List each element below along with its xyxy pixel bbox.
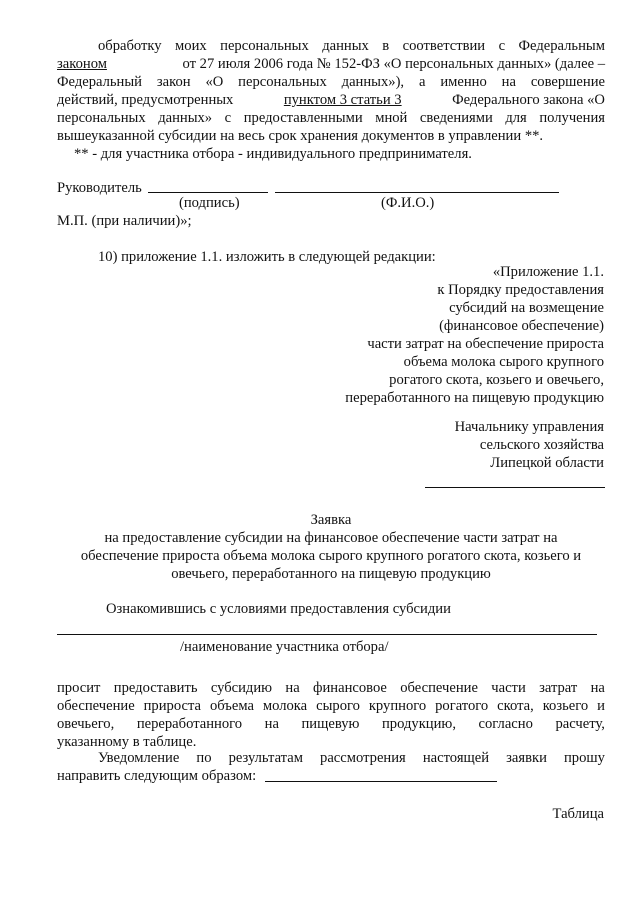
word: Федеральный [57,74,142,90]
word: с [224,110,232,126]
word: на [501,74,516,90]
participant-name-line [57,634,597,635]
word: «О [205,74,224,90]
consent-line-5 [57,109,605,127]
stamp-note: М.П. (при наличии)»; [57,213,192,229]
consent-line-3 [57,73,605,91]
signature-line [148,192,268,193]
word: закон [156,74,191,90]
consent-text: Федерального закона «О [452,92,605,108]
word: субсидию [210,680,273,696]
consent-text: действий, предусмотренных [57,92,234,108]
word: обеспечение [57,698,135,714]
addressee-line: Начальнику управления [454,419,604,435]
application-subtitle-line: обеспечение прироста объема молока сырого крупного рогатого скота, козьего и [80,548,582,564]
word: прироста [143,698,202,714]
consent-line-1 [98,37,605,55]
word: моих [175,38,207,54]
word: и [597,698,605,714]
notice-line-1 [98,749,605,767]
word: сырого [316,698,360,714]
word: на [264,716,279,732]
word: обработку [98,38,162,54]
name-line [275,192,559,193]
appendix-line: части затрат на обеспечение прироста [367,336,604,352]
word: предоставленными [243,110,363,126]
word: персональных [57,110,146,126]
word: обеспечение [400,680,478,696]
intro-text: Ознакомившись с условиями предоставления субсидии [106,601,451,617]
signature-caption: (подпись) [179,195,240,211]
word: Уведомление [98,750,180,766]
word: данных»), [341,74,405,90]
name-caption: (Ф.И.О.) [381,195,435,211]
head-label: Руководитель [57,180,142,196]
word: персональных [220,38,309,54]
word: заявки [506,750,547,766]
word: молока [262,698,308,714]
word: затрат [539,680,578,696]
body-line-last: указанному в таблице. [57,734,197,750]
word: соответствии [402,38,486,54]
application-subtitle-line: овечьего, переработанного на пищевую продукцию [171,566,491,582]
appendix-line: «Приложение 1.1. [492,264,604,280]
word: объема [209,698,254,714]
word: прошу [563,750,605,766]
word: предоставить [113,680,198,696]
word: именно [440,74,487,90]
word: настоящей [422,750,490,766]
word: продукцию, [382,716,456,732]
body-line [57,715,605,733]
word: финансовое [313,680,387,696]
word: части [491,680,526,696]
appendix-line: к Порядку предоставления [437,282,604,298]
body-line [57,697,605,715]
application-subtitle-line: на предоставление субсидии на финансовое обеспечение части затрат на [104,530,558,546]
article-link[interactable]: пунктом 3 статьи 3 [283,92,402,108]
appendix-line: объема молока сырого крупного [403,354,604,370]
appendix-line: переработанного на пищевую продукцию [345,390,604,406]
word: на [285,680,300,696]
appendix-line: (финансовое обеспечение) [439,318,604,334]
word: совершение [530,74,605,90]
word: данных» [158,110,213,126]
application-title: Заявка [310,512,352,528]
appendix-line: субсидий на возмещение [449,300,604,316]
word: данных [322,38,369,54]
word: согласно [478,716,533,732]
word: результатам [228,750,303,766]
word: по [196,750,212,766]
word: переработанного [136,716,243,732]
consent-line-4 [57,91,605,109]
word: для [505,110,527,126]
addressee-line: сельского хозяйства [479,437,604,453]
word: рассмотрения [320,750,406,766]
word: козьего [542,698,589,714]
consent-line-6: вышеуказанной субсидии на весь срок хранения документов в управлении **. [57,128,544,144]
word: просит [57,680,101,696]
word: персональных [238,74,327,90]
word: овечьего, [57,716,115,732]
law-link[interactable]: законом [57,56,107,72]
word: получения [539,110,605,126]
word: рогатого [435,698,489,714]
table-label: Таблица [552,806,604,822]
word: Федеральным [518,38,605,54]
word: на [590,680,605,696]
addressee-blank-line [425,487,605,488]
notice-method-line [265,781,497,782]
word: расчету, [555,716,605,732]
participant-caption: /наименование участника отбора/ [180,639,389,655]
body-line [57,679,605,697]
word: мной [375,110,408,126]
word: в [382,38,390,54]
appendix-line: рогатого скота, козьего и овечьего, [389,372,604,388]
item-10: 10) приложение 1.1. изложить в следующей редакции: [98,249,436,265]
word: крупного [368,698,427,714]
word: скота, [497,698,534,714]
word: а [418,74,426,90]
word: сведениями [419,110,493,126]
word: пищевую [301,716,360,732]
footnote: ** - для участника отбора - индивидуального предпринимателя. [74,146,472,162]
consent-line-2 [57,55,605,73]
addressee-line: Липецкой области [490,455,604,471]
word: с [498,38,506,54]
notice-line-2: направить следующим образом: [57,768,257,784]
consent-text: от 27 июля 2006 года № 152-ФЗ «О персональных данных» (далее – [182,56,605,72]
